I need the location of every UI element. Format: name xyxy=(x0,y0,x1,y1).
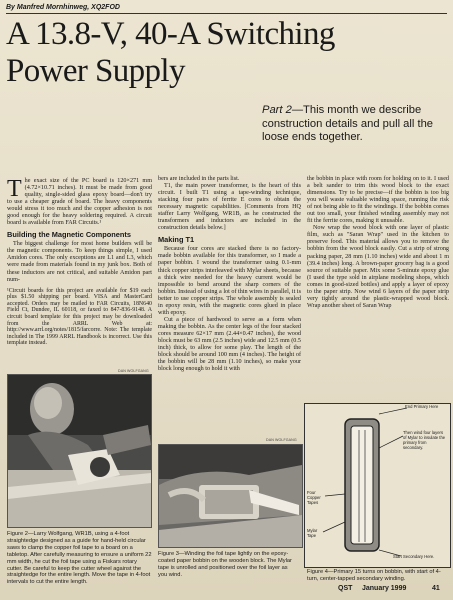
label-four-copper-tapes: Four Copper Tapes xyxy=(307,490,321,505)
paragraph-t1: T1, the main power transformer, is the heart of this circuit. I built T1 using a tape-winding technique, stacking four pairs of ferrite E cores to obtain the necessary magnetic capabilities. [Comments from HQ staffer Larry Wolfgang, WR1B, as he constructed the transformers and inductors are included in the construction details below.] xyxy=(158,183,301,232)
footer-page-number: 41 xyxy=(432,585,440,592)
subtitle-part: Part 2 xyxy=(262,104,292,116)
bobbin-core xyxy=(351,426,373,544)
column-2 xyxy=(158,176,301,373)
drop-cap: T xyxy=(7,176,22,202)
paragraph-hardwood: Cut a piece of hardwood to serve as a form when making the bobbin. As the center legs of the four stacked cores measure 62×17 mm (2.44×0.47 inches), the wood block must be 63 mm (2.5 inches) wide and 12.5 mm (0.5 inch) thick, to allow for some play. The length of the block should be around 100 mm (4 inches). The height of the bobbin will be 28 mm (1.10 inches), so make your block long enough to hold it with xyxy=(158,316,301,373)
intro-paragraph: The exact size of the PC board is 120×271 mm (4.72×10.71 inches). It must be made from good quality, single-sided glass epoxy board—don't try to use a cheaper grade of board. The heavy components would stress it too much and the copper adhesion is not good enough for the heavy soldering required. A circuit board is available from FAR Circuits.¹ xyxy=(7,176,152,227)
figure-4-caption: Figure 4—Primary 15 turns on bobbin, with start of 4-turn, center-tapped secondary winding. xyxy=(307,569,441,582)
column-3 xyxy=(307,176,449,310)
figure-2-caption: Figure 2—Larry Wolfgang, WR1B, using a 4-foot straightedge designed as a guide for hand-held circular saws to clamp the copper foil tape to a board on a tabletop. After carefully measuring to ensure a uniform 22 mm width, he cut the foil tape using a Fiskars rotary cutter. Be careful to keep the cutter wheel against the straightedge for the entire length. Move the tape in 4-foot intervals to cut the entire length. xyxy=(7,531,152,586)
footer-magazine: QST xyxy=(338,585,353,592)
column-1 xyxy=(7,178,152,347)
figure-2-photo xyxy=(7,374,152,528)
footnote: ¹Circuit boards for this project are available for $19 each plus $1.50 shipping per board. VISA and MasterCard accepted. Orders may be mailed to FAR Circuits, 18N640 Field Ct, Dundee, IL 60118, or faxed to 847-836-9148. A circuit board template for this project may be downloaded from the ARRL Web at: http://www.arrl.org/notes/1815/farcorre. Note: The template included in The 1999 ARRL Handbook is incorrect. Use this template instead. xyxy=(7,287,152,347)
paragraph-continued: bers are included in the parts list. xyxy=(158,176,240,182)
title-line-1: A 13.8-V, 40-A Switching xyxy=(6,16,335,52)
byline: By Manfred Mornhinweg, XQ2FOD xyxy=(6,3,447,14)
figure-3-caption: Figure 3—Winding the foil tape lightly on the epoxy-coated paper bobbin on the wooden block. The Mylar tape is unrolled and positioned over the foil layer as you wind. xyxy=(158,551,292,578)
heading-making-t1: Making T1 xyxy=(158,235,195,245)
photo-credit-fig3: DAN WOLFGANG xyxy=(266,438,297,442)
heading-magnetic-components: Building the Magnetic Components xyxy=(7,230,131,240)
figure-4-diagram xyxy=(304,403,451,568)
article-title xyxy=(6,16,447,90)
paragraph-bobbin-continued: the bobbin in place with room for holding on to it. I used a belt sander to trim this wood block to the exact dimensions. Try to be precise—if the bobbin is too big you will waste valuable winding space, running the risk of not being able to fit the windings. If the bobbin comes out too small, your finished winding assembly may not fit the ferrite cores, making it unusable. xyxy=(307,176,449,225)
paragraph-saran-wrap: Now wrap the wood block with one layer of plastic film, such as "Saran Wrap" used in the kitchen to preserve food. This material allows you to remove the bobbin from the wood block easily. Cut a strip of strong packing paper, 28 mm (1.10 inches) wide and about 1 m (39.4 inches) long. A brown-paper grocery bag is a good source of suitable paper. Mix some 5-minute epoxy glue (I used the type sold in airplane modeling shops, which comes in good-sized bottles) and apply a layer of epoxy to the paper strip. Now wind 6 layers of the paper strip very tightly around the plastic-wrapped wood block. Wrap another sheet of Saran Wrap xyxy=(307,225,449,309)
paragraph-bobbin: Because four cores are stacked there is no factory-made bobbin available for this transformer, so I made a paper bobbin. I wound the transformer using 0.1-mm thick copper strips interleaved with Mylar sheets, because a thick wire needed for the heavy current would be impossible to bend around the sharp corners of the bobbin. Instead of using a lot of thin wires in parallel, it is better to use copper strips. The whole assembly is sealed in epoxy resin, with the magnetic cores glued in place with epoxy. xyxy=(158,246,301,316)
paragraph-magnetic: The biggest challenge for most home builders will be the magnetic components. To keep things simple, I used Amidon cores. The only exceptions are L1 and L3, which were made from materials found in my junk box. Both of these inductors are not critical, and suitable Amidon part num- xyxy=(7,241,152,283)
label-end-primary: End Primary Here xyxy=(405,404,439,409)
subtitle-text: —This month we describe construction details and pull all the loose ends together. xyxy=(262,104,434,143)
photo-credit-fig2: DAN WOLFGANG xyxy=(118,369,149,373)
label-then-wind: Then wind four layers of Mylar to insulate the primary from secondary. xyxy=(403,430,446,450)
label-mylar-tape: Mylar Tape xyxy=(307,528,318,538)
article-subtitle xyxy=(262,104,448,145)
title-line-2: Power Supply xyxy=(6,53,185,89)
label-start-secondary: Start Secondary Here. xyxy=(393,554,435,559)
footer-date: January 1999 xyxy=(362,585,407,592)
figure-3-photo xyxy=(158,444,303,548)
